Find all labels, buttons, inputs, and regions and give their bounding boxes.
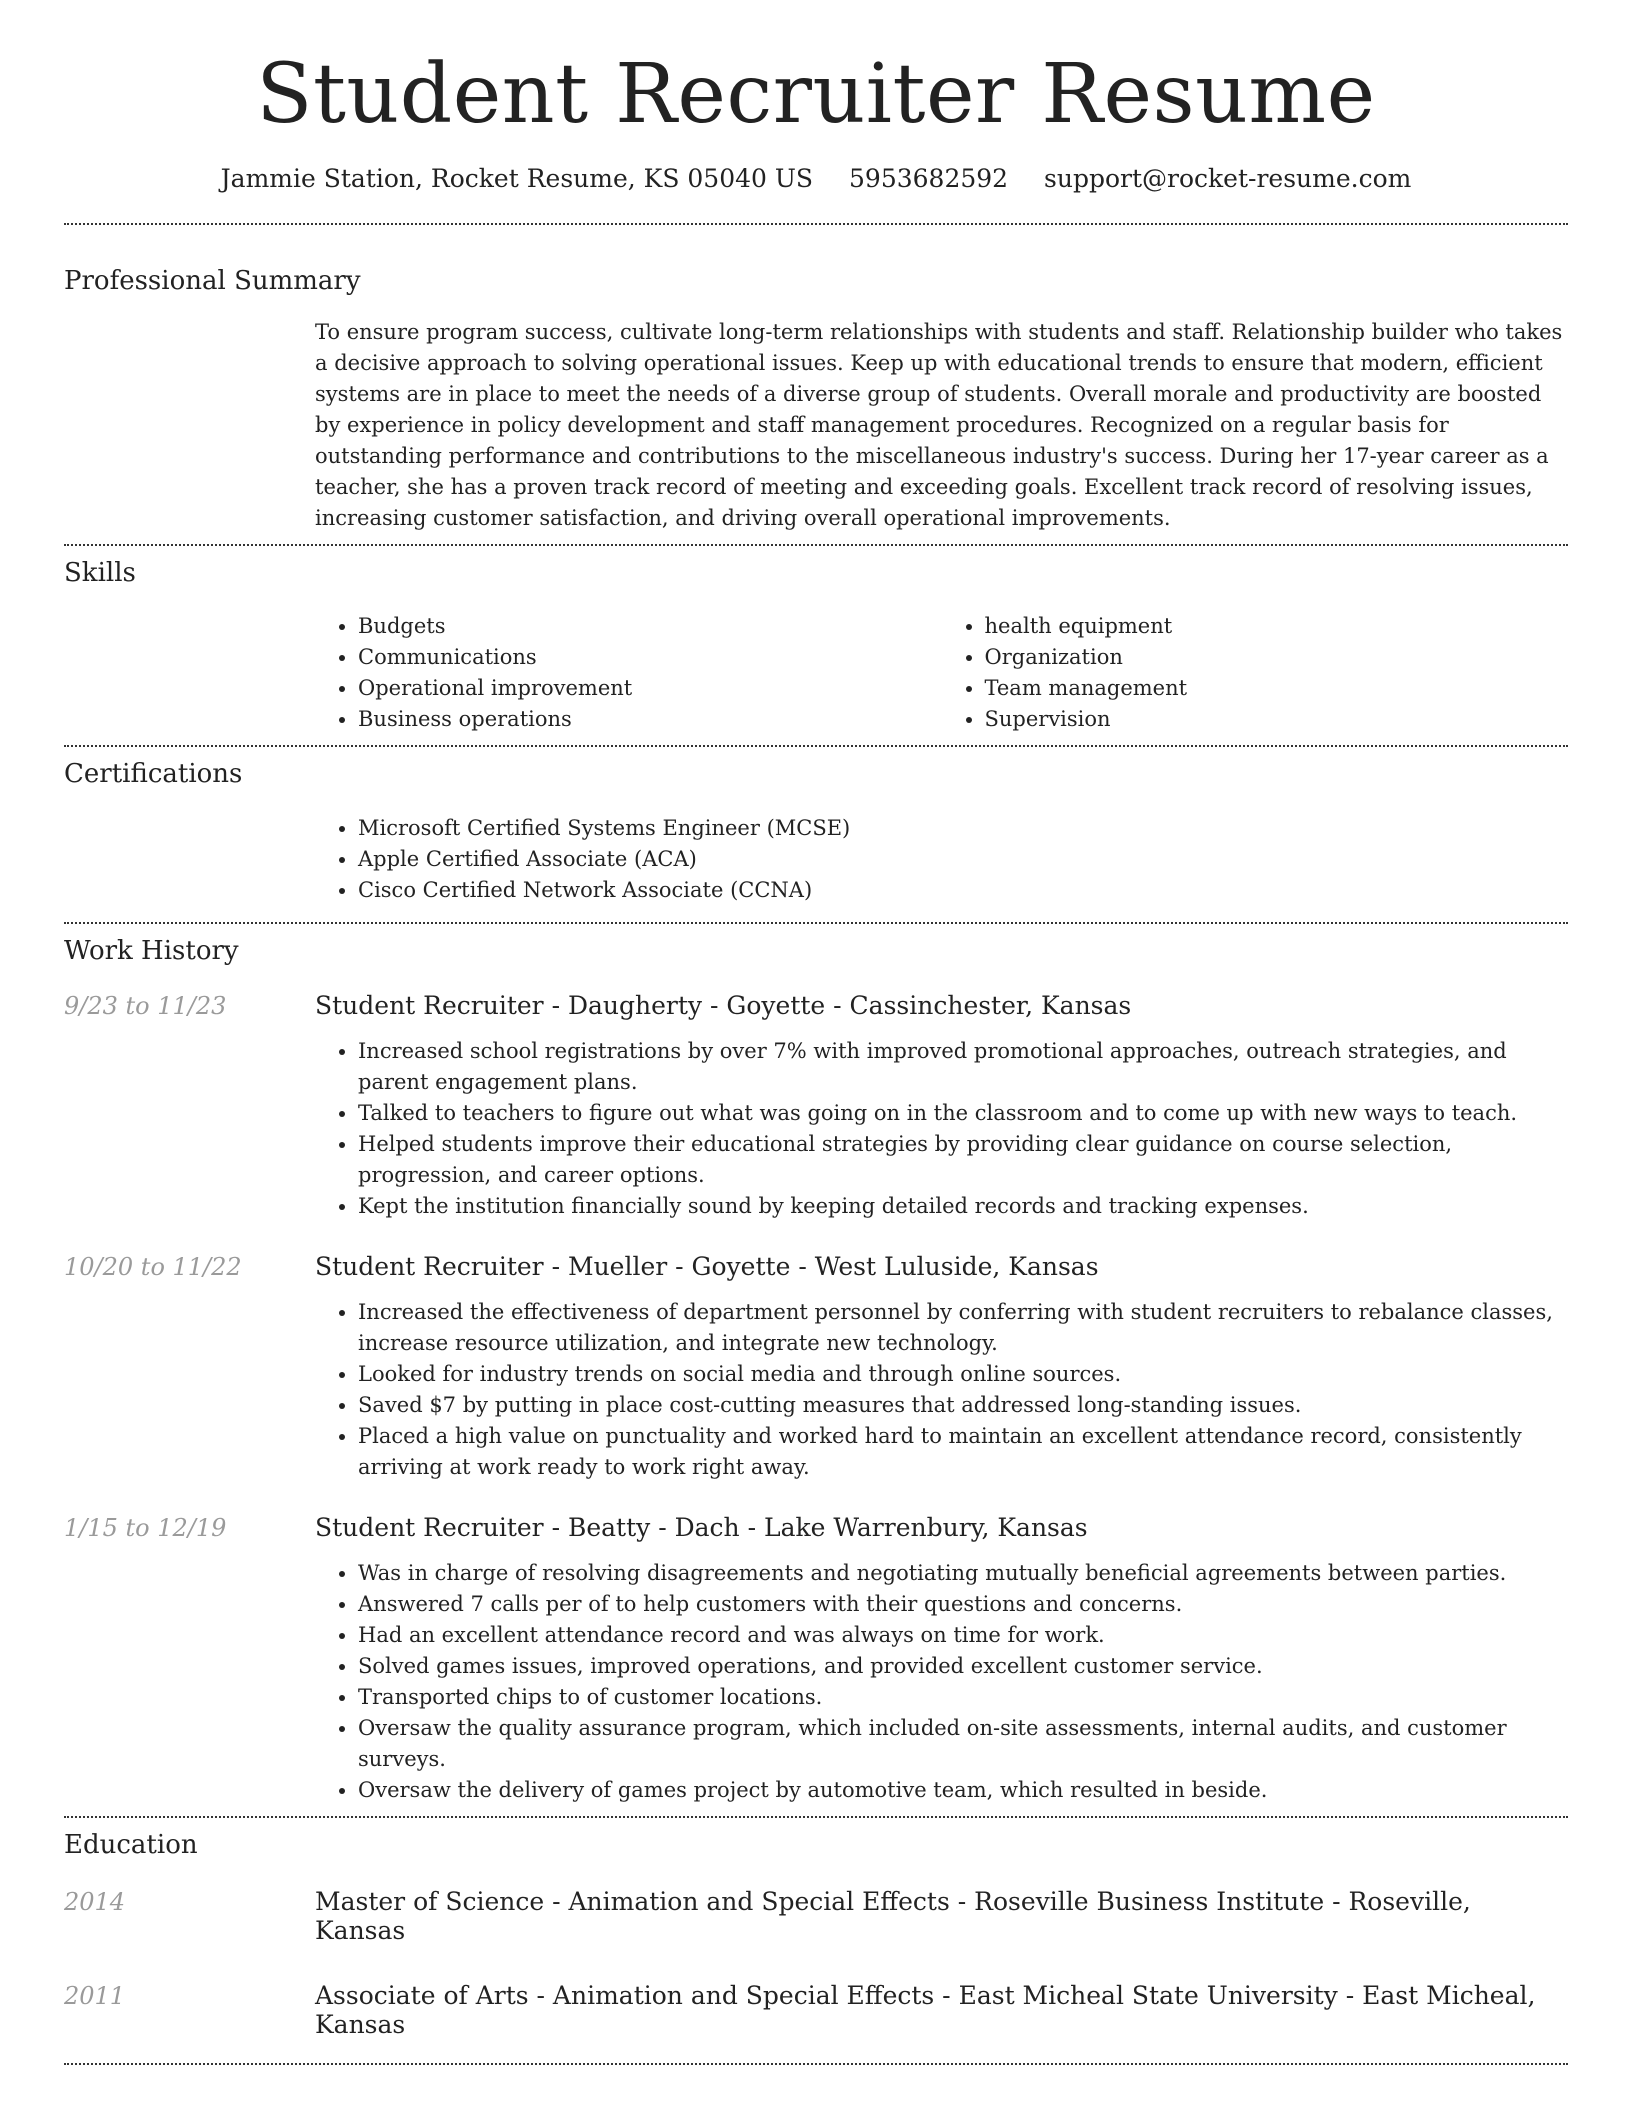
divider (64, 2063, 1568, 2065)
job-bullets (315, 1297, 1568, 1483)
education-entry (64, 1887, 1568, 1945)
certifications-list (315, 813, 1568, 906)
summary-section (64, 266, 1568, 534)
list-item: • Increased the effectiveness of department personnel by conferring with student recruiters to rebalance classes, increase resource utilization, and integrate new technology. (358, 1297, 1568, 1359)
list-item: • Answered 7 calls per of to help customers with their questions and concerns. (358, 1589, 1568, 1620)
education-title: Master of Science - Animation and Special Effects - Roseville Business Institute - Roseville, Kansas (315, 1887, 1471, 1946)
list-item: • Saved $7 by putting in place cost-cutting measures that addressed long-standing issues. (358, 1390, 1568, 1421)
contact-email: support@rocket-resume.com (1044, 164, 1412, 194)
list-item: • Team management (985, 673, 1569, 704)
summary-heading: Professional Summary (64, 266, 361, 297)
list-item: • Operational improvement (358, 673, 942, 704)
skills-heading: Skills (64, 558, 136, 589)
job-bullets (315, 1558, 1568, 1806)
job-entry-header (64, 991, 1568, 1020)
job-title: Student Recruiter - Beatty - Dach - Lake Warrenbury, Kansas (315, 1512, 1088, 1542)
work-history-heading: Work History (64, 935, 239, 966)
education-heading: Education (64, 1829, 198, 1860)
list-item: • Cisco Certified Network Associate (CCNA) (358, 875, 1568, 906)
list-item: • Organization (985, 642, 1569, 673)
list-item: • Budgets (358, 611, 942, 642)
education-year: 2014 (64, 1888, 126, 1917)
job-title: Student Recruiter - Daugherty - Goyette - Cassinchester, Kansas (315, 990, 1132, 1020)
education-title: Associate of Arts - Animation and Special Effects - East Micheal State University - East Micheal, Kansas (315, 1981, 1536, 2040)
skills-list (315, 611, 1568, 735)
list-item: • Had an excellent attendance record and was always on time for work. (358, 1620, 1568, 1651)
contact-phone: 5953682592 (849, 164, 1009, 194)
list-item: • Supervision (985, 704, 1569, 735)
list-item: • Business operations (358, 704, 942, 735)
certifications-section (64, 759, 1568, 905)
list-item: • Apple Certified Associate (ACA) (358, 844, 1568, 875)
list-item: • Oversaw the delivery of games project by automotive team, which resulted in beside. (358, 1775, 1568, 1806)
job-entry-header (64, 1513, 1568, 1542)
list-item: • health equipment (985, 611, 1569, 642)
list-item: • Helped students improve their educational strategies by providing clear guidance on course selection, progression, and career options. (358, 1129, 1568, 1191)
skills-section (64, 558, 1568, 735)
job-date: 1/15 to 12/19 (64, 1513, 227, 1542)
certifications-heading: Certifications (64, 759, 243, 790)
skills-column-right (942, 611, 1569, 735)
list-item: • Microsoft Certified Systems Engineer (MCSE) (358, 813, 1568, 844)
divider (64, 745, 1568, 747)
contact-line (64, 164, 1568, 194)
list-item: • Communications (358, 642, 942, 673)
divider (64, 544, 1568, 546)
list-item: • Talked to teachers to figure out what was going on in the classroom and to come up with new ways to teach. (358, 1098, 1568, 1129)
divider (64, 922, 1568, 924)
skills-column-left (315, 611, 942, 735)
contact-address: Jammie Station, Rocket Resume, KS 05040 US (220, 164, 814, 194)
list-item: • Transported chips to of customer locations. (358, 1682, 1568, 1713)
job-title: Student Recruiter - Mueller - Goyette - West Luluside, Kansas (315, 1251, 1099, 1281)
list-item: • Kept the institution financially sound by keeping detailed records and tracking expenses. (358, 1191, 1568, 1222)
job-bullets (315, 1036, 1568, 1222)
work-history-section (64, 936, 1568, 1806)
education-entry (64, 1981, 1568, 2039)
list-item: • Oversaw the quality assurance program, which included on-site assessments, internal audits, and customer surveys. (358, 1713, 1568, 1775)
job-entry-header (64, 1252, 1568, 1281)
job-date: 9/23 to 11/23 (64, 991, 227, 1020)
summary-text: To ensure program success, cultivate long-term relationships with students and staff. Relationship builder who takes a decisive approach to solving operational issues. Keep up with educational trends to ensure that modern, efficient systems are in place to meet the needs of a diverse group of students. Overall morale and productivity are boosted by experience in policy development and staff management procedures. Recognized on a regular basis for outstanding performance and contributions to the miscellaneous industry's success. During her 17-year career as a teacher, she has a proven track record of meeting and exceeding goals. Excellent track record of resolving issues, increasing customer satisfaction, and driving overall operational improvements. (315, 320, 1563, 531)
divider (64, 1816, 1568, 1818)
list-item: • Solved games issues, improved operations, and provided excellent customer service. (358, 1651, 1568, 1682)
list-item: • Increased school registrations by over 7% with improved promotional approaches, outreach strategies, and parent engagement plans. (358, 1036, 1568, 1098)
education-section (64, 1830, 1568, 2039)
education-year: 2011 (64, 1982, 126, 2011)
list-item: • Was in charge of resolving disagreements and negotiating mutually beneficial agreements between parties. (358, 1558, 1568, 1589)
list-item: • Looked for industry trends on social media and through online sources. (358, 1359, 1568, 1390)
divider (64, 223, 1568, 225)
list-item: • Placed a high value on punctuality and worked hard to maintain an excellent attendance record, consistently arriving at work ready to work right away. (358, 1421, 1568, 1483)
job-date: 10/20 to 11/22 (64, 1252, 242, 1281)
resume-title: Student Recruiter Resume (256, 47, 1376, 142)
